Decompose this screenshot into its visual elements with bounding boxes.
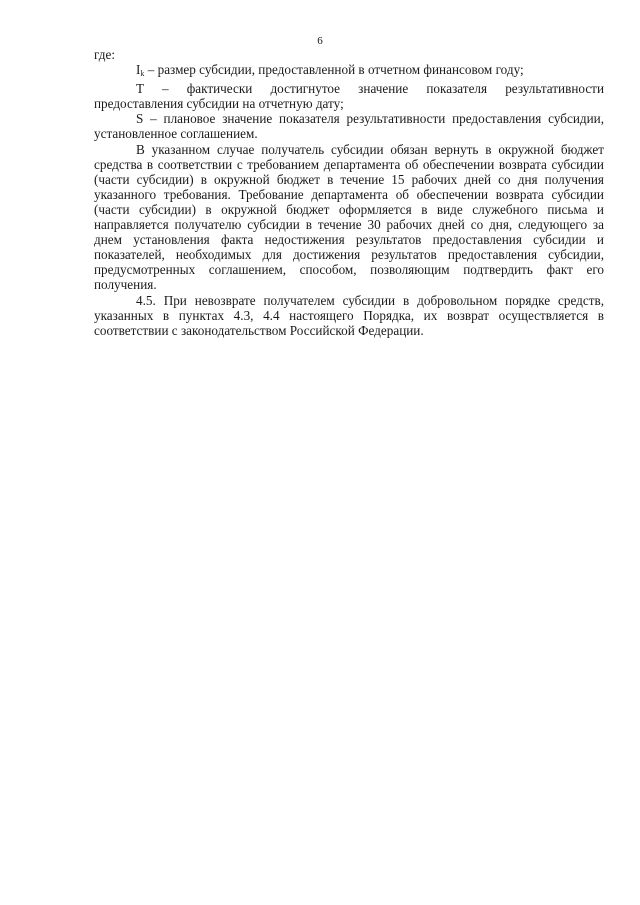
- symbol-s: S: [136, 111, 144, 127]
- intro-text: где:: [94, 47, 115, 62]
- page-number: 6: [317, 35, 323, 47]
- definition-s: [94, 111, 604, 141]
- definition-t-text: – фактически достигнутое значение показателя результативности предоставления субсидии на отчетную дату;: [94, 81, 604, 112]
- definition-ik: [94, 62, 604, 81]
- paragraph-4-5: 4.5. При невозврате получателем субсидии в добровольном порядке средств, указанных в пунктах 4.3, 4.4 настоящего Порядка, их возврат осуществляется в соответствии с законодательством Российской Федерации.: [94, 292, 604, 338]
- symbol-t: T: [136, 81, 144, 97]
- definition-t: [94, 81, 604, 111]
- symbol-i: I: [136, 62, 141, 78]
- document-body: [94, 47, 604, 338]
- definition-s-text: – плановое значение показателя результативности предоставления субсидии, установленное соглашением.: [94, 111, 604, 142]
- definition-ik-text: – размер субсидии, предоставленной в отчетном финансовом году;: [144, 62, 524, 78]
- subscript-k: k: [140, 69, 145, 79]
- paragraph-return: В указанном случае получатель субсидии обязан вернуть в окружной бюджет средства в соответствии с требованием департамента об обеспечении возврата субсидии (части субсидии) в окружной бюджет в течение 15 рабочих дней со дня получения указанного требования. Требование департамента об обеспечении возврата субсидии (части субсидии) в окружной бюджет оформляется в виде служебного письма и направляется получателю субсидии в течение 30 рабочих дней со дня, следующего за днем установления факта недостижения результатов предоставления субсидии и показателей, необходимых для достижения результатов предоставления субсидии, предусмотренных соглашением, способом, позволяющим подтвердить факт его получения.: [94, 141, 604, 293]
